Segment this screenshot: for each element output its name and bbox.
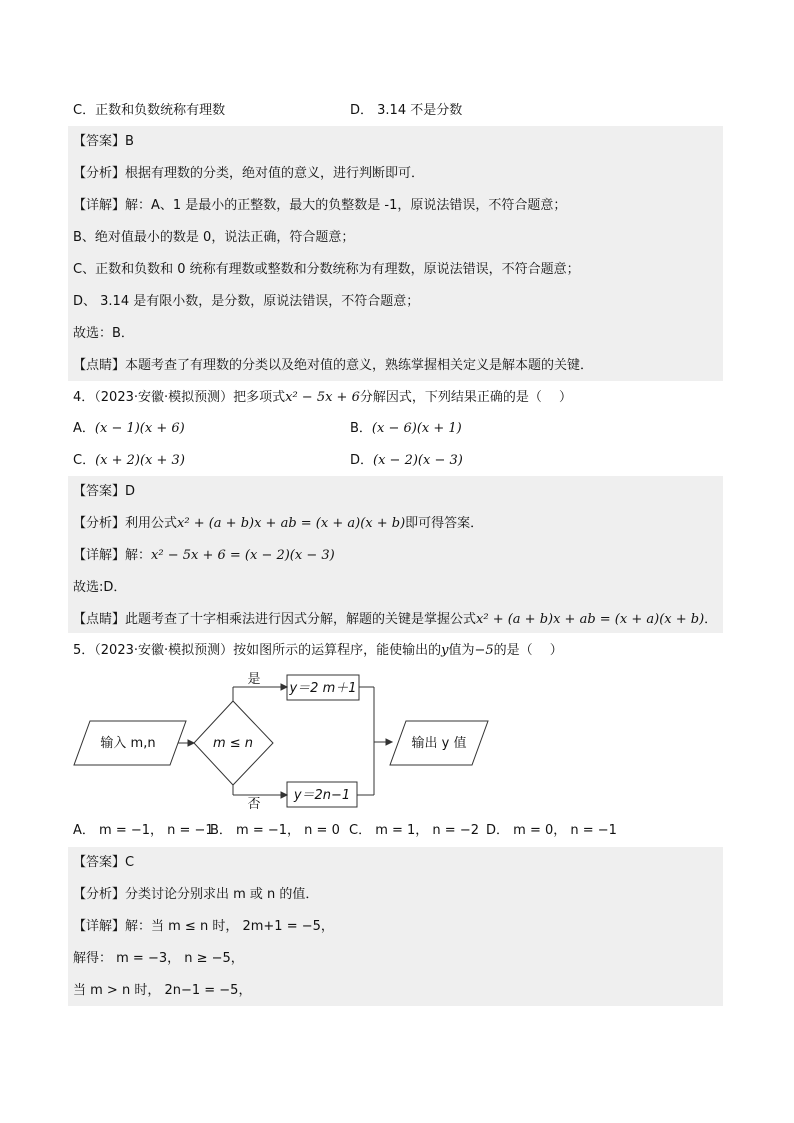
question-5-stem [73,642,563,660]
analysis-prefix: 【分析】利用公式 [73,516,178,531]
arrowhead [386,739,392,745]
option-math: (x − 2)(x − 3) [373,453,463,468]
detail-prefix: 【详解】解： [73,548,152,563]
option-math: (x + 2)(x + 3) [95,453,185,468]
comment-math: x² + (a + b)x + ab = (x + a)(x + b) [476,612,705,627]
stem-mid: 值为 [448,643,475,658]
arrowhead [281,792,287,798]
detail-text [73,547,335,565]
stem-y: y [441,643,449,658]
flowchart [0,665,794,815]
option-d: D． 3.14 不是分数 [350,103,463,118]
q5-option-c: C． m = 1， n = −2 [349,823,479,838]
output-label: 输出 y 值 [411,736,467,751]
answer-label: 【答案】B [73,134,134,149]
detail-line-3: 当 m > n 时， 2n−1 = −5， [73,983,252,998]
answer-label: 【答案】C [73,855,135,870]
comment-text [73,611,717,629]
analysis-text: 【分析】根据有理数的分类，绝对值的意义，进行判断即可． [73,166,425,181]
stem-suffix: 的是（ ） [493,643,563,658]
detail-line-2: 解得： m = −3， n ≥ −5， [73,951,244,966]
arrowhead [281,684,287,690]
comment-text: 【点睛】本题考查了有理数的分类以及绝对值的意义，熟练掌握相关定义是解本题的关键． [73,358,594,373]
detail-math: x² − 5x + 6 = (x − 2)(x − 3) [151,548,335,563]
analysis-text [73,515,483,533]
input-label: 输入 m,n [100,736,156,751]
q5-option-b: B． m = −1， n = 0 [210,823,340,838]
stem-prefix: 4．（2023·安徽·模拟预测）把多项式 [73,390,286,405]
stem-suffix: 分解因式，下列结果正确的是（ ） [359,390,572,405]
top-formula: y＝2 m＋1 [289,681,357,696]
analysis-text: 【分析】分类讨论分别求出 m 或 n 的值． [73,887,319,902]
condition-label: m ≤ n [212,736,254,751]
detail-line-4: D、 3.14 是有限小数，是分数，原说法错误，不符合题意； [73,294,420,309]
no-label: 否 [247,797,261,812]
q4-option-d [350,452,463,470]
bottom-formula: y＝2n−1 [293,788,351,803]
choice-text: 故选：B． [73,326,134,341]
q5-option-d: D． m = 0， n = −1 [486,823,617,838]
analysis-suffix: 即可得答案． [405,516,484,531]
q4-option-a [73,420,185,438]
detail-line-3: C、正数和负数和 0 统称有理数或整数和分数统称为有理数，原说法错误，不符合题意； [73,262,580,277]
option-label: A． [73,421,95,436]
arrowhead [188,740,194,746]
comment-prefix: 【点睛】此题考查了十字相乘法进行因式分解，解题的关键是掌握公式 [73,612,477,627]
option-c: C．正数和负数统称有理数 [73,103,226,118]
option-math: (x − 6)(x + 1) [371,421,462,436]
option-label: B． [350,421,372,436]
stem-math: x² − 5x + 6 [285,390,360,405]
q4-option-b [350,420,462,438]
q4-option-c [73,452,185,470]
yes-label: 是 [247,672,261,687]
detail-line-2: B、绝对值最小的数是 0，说法正确，符合题意； [73,230,355,245]
detail-line-1: 【详解】解：A、1 是最小的正整数，最大的负整数是 -1，原说法错误，不符合题意； [73,198,567,213]
comment-suffix: ． [704,612,718,627]
q5-option-a: A． m = −1， n = −1 [73,823,214,838]
option-label: C． [73,453,96,468]
answer-label: 【答案】D [73,484,136,499]
detail-line-1: 【详解】解：当 m ≤ n 时， 2m+1 = −5， [73,919,334,934]
option-label: D． [350,453,374,468]
analysis-math: x² + (a + b)x + ab = (x + a)(x + b) [177,516,406,531]
stem-value: −5 [474,643,494,658]
question-4-stem [73,389,572,407]
option-math: (x − 1)(x + 6) [94,421,185,436]
stem-prefix: 5．（2023·安徽·模拟预测）按如图所示的运算程序，能使输出的 [73,643,442,658]
choice-text: 故选:D． [73,580,127,595]
